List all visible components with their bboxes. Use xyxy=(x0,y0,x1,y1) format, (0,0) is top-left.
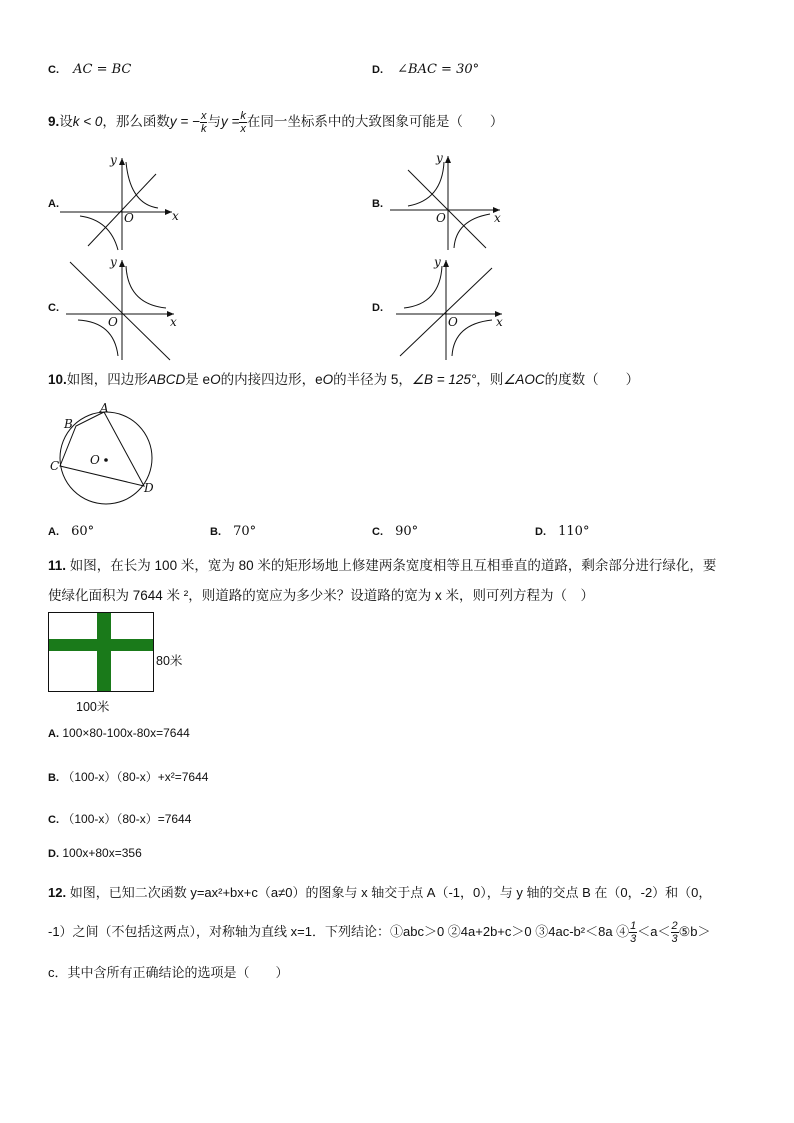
x-label: x xyxy=(494,211,501,225)
circle-o xyxy=(60,412,152,504)
q10-option-b: B. 70° xyxy=(210,524,257,539)
q8-option-c: C. AC = BC xyxy=(48,62,132,77)
hyperbola-branch-q2 xyxy=(408,162,444,206)
point-d-label: D xyxy=(144,481,154,495)
origin-label: O xyxy=(124,211,134,225)
q9-graph-d xyxy=(396,256,526,360)
q11-stem-line2: 使绿化面积为 7644 米 ²，则道路的宽应为多少米？设道路的宽为 x 米，则可列方程为（ ） xyxy=(48,588,595,603)
y-axis-arrow-icon xyxy=(119,158,125,165)
hyperbola-branch-q4 xyxy=(452,320,492,356)
q10-option-d: D. 110° xyxy=(535,524,590,539)
linear-graph xyxy=(408,170,486,248)
linear-graph xyxy=(70,262,170,360)
q9-graph-c xyxy=(66,256,196,360)
point-b-label: B xyxy=(64,417,73,431)
q9-option-b-label: B. xyxy=(372,198,383,210)
q11-option-b: B. （100-x）（80-x）+x²=7644 xyxy=(48,770,209,784)
y-label: y xyxy=(110,255,117,269)
y-axis-arrow-icon xyxy=(445,156,451,163)
q12-fraction-1: $\frac{1}{3}$ xyxy=(630,920,637,945)
y-label: y xyxy=(434,255,441,269)
center-point xyxy=(104,458,108,462)
q11-field-rectangle xyxy=(48,612,154,692)
q9-option-c-label: C. xyxy=(48,302,59,314)
q12-fraction-2: $\frac{2}{3}$ xyxy=(671,920,678,945)
y-axis-arrow-icon xyxy=(443,260,449,267)
q11-length-label: 100米 xyxy=(76,700,110,714)
q9-graph-a xyxy=(60,150,190,250)
q11-option-c: C. （100-x）（80-x）=7644 xyxy=(48,812,192,826)
x-label: x xyxy=(170,315,177,329)
x-label: x xyxy=(172,209,179,223)
q10-circle-figure xyxy=(48,398,168,510)
q9-fraction-1: $\frac{x}{k}$ xyxy=(200,110,207,135)
q11-stem-line1: 11. 如图，在长为 100 米，宽为 80 米的矩形场地上修建两条宽度相等且互相垂直的道路，剩余部分进行绿化，要 xyxy=(48,558,717,573)
q9-fraction-2: $\frac{k}{x}$ xyxy=(240,110,246,135)
y-label: y xyxy=(436,151,443,165)
point-c-label: C xyxy=(50,459,60,473)
y-axis-arrow-icon xyxy=(119,260,125,267)
origin-label: O xyxy=(448,315,458,329)
hyperbola-branch-q1 xyxy=(126,266,166,308)
x-axis-arrow-icon xyxy=(165,209,172,215)
hyperbola-branch-q2 xyxy=(404,266,442,308)
origin-label: O xyxy=(436,211,446,225)
origin-label: O xyxy=(108,315,118,329)
q11-width-label: 80米 xyxy=(156,654,183,668)
x-label: x xyxy=(496,315,503,329)
q9-option-a-label: A. xyxy=(48,198,59,210)
q8-option-d: D. ∠BAC = 30° xyxy=(372,62,480,77)
q9-stem: 9.设k < 0，那么函数y = − $\frac{x}{k}$ 与y = $\frac{k}{x}$ 在同一坐标系中的大致图象可能是（ ） xyxy=(48,110,504,135)
vertical-road xyxy=(97,613,111,691)
q12-stem-line2: -1）之间（不包括这两点），对称轴为直线 x=1．下列结论：①abc＞0 ②4a+2b+c＞0 ③4ac-b²＜8a ④ $\frac{1}{3}$ ＜a＜ $\frac{2}{3}$ ⑤b＞ xyxy=(48,920,711,945)
q8-option-c-text: AC = BC xyxy=(73,62,132,77)
hyperbola-branch-q3 xyxy=(80,216,118,250)
q9-graph-b xyxy=(390,150,520,250)
point-o-label: O xyxy=(90,453,100,467)
q8-option-d-text: ∠BAC = 30° xyxy=(397,62,480,77)
q9-option-d-label: D. xyxy=(372,302,383,314)
q10-option-a: A. 60° xyxy=(48,524,95,539)
q12-stem-line3: c．其中含所有正确结论的选项是（ ） xyxy=(48,965,289,980)
q12-stem-line1: 12. 如图，已知二次函数 y=ax²+bx+c（a≠0）的图象与 x 轴交于点 A（-1，0），与 y 轴的交点 B 在（0，-2）和（0， xyxy=(48,885,712,900)
q11-option-d: D. 100x+80x=356 xyxy=(48,846,142,860)
q11-option-a: A. 100×80-100x-80x=7644 xyxy=(48,726,190,740)
hyperbola-branch-q4 xyxy=(454,214,490,248)
q10-stem: 10.如图，四边形ABCD是 eO的内接四边形，eO的半径为 5，∠B = 125°，则∠AOC的度数（ ） xyxy=(48,372,640,387)
y-label: y xyxy=(110,153,117,167)
q10-option-c: C. 90° xyxy=(372,524,419,539)
point-a-label: A xyxy=(100,401,109,415)
